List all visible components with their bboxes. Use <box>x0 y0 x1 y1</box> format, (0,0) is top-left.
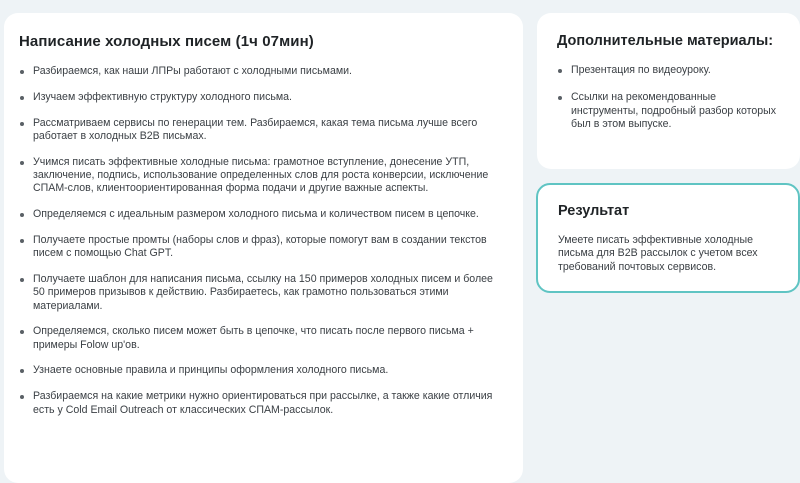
extra-materials-title: Дополнительные материалы: <box>557 33 774 49</box>
lesson-card <box>4 13 523 483</box>
bullet-icon <box>20 96 24 100</box>
list-item-text: Ссылки на рекомендованные инструменты, подробный разбор которых был в этом выпуске. <box>571 91 777 130</box>
list-item <box>19 208 505 221</box>
list-item <box>19 325 505 352</box>
result-text: Умеете писать эффективные холодные письма для B2B рассылок с учетом всех требований почтовых сервисов. <box>558 234 758 273</box>
list-item-text: Изучаем эффективную структуру холодного письма. <box>33 90 293 103</box>
bullet-icon <box>20 395 24 399</box>
list-item-text: Презентация по видеоуроку. <box>571 64 711 76</box>
list-item <box>19 234 505 261</box>
extra-materials-card <box>537 13 800 169</box>
list-item <box>19 65 505 78</box>
bullet-icon <box>20 369 24 373</box>
extra-materials-list <box>557 64 784 131</box>
list-item-text: Разбираемся, как наши ЛПРы работают с холодными письмами. <box>33 65 352 77</box>
list-item <box>19 390 505 417</box>
lesson-title: Написание холодных писем (1ч 07мин) <box>19 33 314 50</box>
bullet-icon <box>20 122 24 126</box>
bullet-icon <box>20 70 24 74</box>
list-item-text: Рассматриваем сервисы по генерации тем. Разбираемся, какая тема письма лучше всего работает в холодных B2B письмах. <box>33 116 478 142</box>
list-item-text: Разбираемся на какие метрики нужно ориентироваться при рассылке, а также какие отличия есть у Cold Email Outreach от классических СПАМ-рассылок. <box>33 390 493 416</box>
bullet-icon <box>558 96 562 100</box>
bullet-icon <box>20 239 24 243</box>
result-title: Результат <box>558 203 630 219</box>
list-item <box>19 91 505 104</box>
list-item-text: Узнаете основные правила и принципы оформления холодного письма. <box>33 364 389 377</box>
list-item <box>19 364 505 377</box>
list-item-text: Определяемся, сколько писем может быть в цепочке, что писать после первого письма + примеры Folow up'ов. <box>33 325 474 351</box>
list-item <box>19 156 505 196</box>
bullet-icon <box>20 161 24 165</box>
list-item-text: Учимся писать эффективные холодные письма: грамотное вступление, донесение УТП, заключение, подпись, использование определенных слов для роста конверсии, исключение СПАМ-слов, клиентоориентированная форма подачи и другие важные аспекты. <box>33 155 489 195</box>
bullet-icon <box>20 330 24 334</box>
result-card <box>536 183 800 293</box>
bullet-icon <box>20 213 24 217</box>
list-item <box>19 273 505 313</box>
list-item-text: Получаете простые промты (наборы слов и фраз), которые помогут вам в создании текстов писем с помощью Chat GPT. <box>33 233 487 260</box>
bullet-icon <box>20 278 24 282</box>
bullet-icon <box>558 69 562 73</box>
list-item-text: Получаете шаблон для написания письма, ссылку на 150 примеров холодных писем и более 50 примеров призывов к действию. Разбираетесь, как грамотно пользоваться этими материалами. <box>33 272 493 312</box>
list-item-text: Определяемся с идеальным размером холодного письма и количеством писем в цепочке. <box>33 208 479 221</box>
list-item <box>557 91 784 131</box>
list-item <box>557 64 784 77</box>
list-item <box>19 117 505 144</box>
lesson-topics-list <box>19 65 505 417</box>
